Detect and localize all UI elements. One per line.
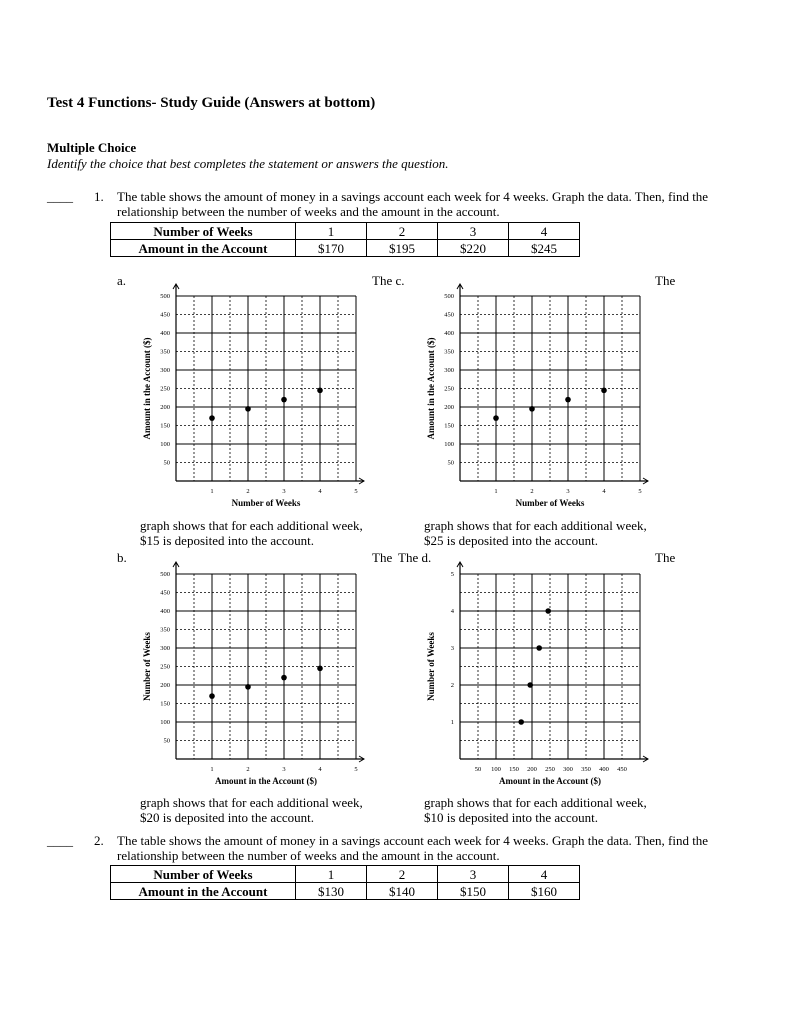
y-tick-label: 3 [450, 645, 454, 652]
x-tick-label: 1 [210, 766, 214, 773]
x-axis-label: Amount in the Account ($) [498, 776, 602, 786]
y-tick-label: 150 [160, 422, 170, 430]
caption-line: $15 is deposited into the account. [140, 533, 315, 548]
x-tick-label: 1 [494, 488, 498, 495]
choice-d-caption [424, 795, 647, 825]
data-point [529, 406, 535, 412]
answer-blank-2[interactable]: ____ [47, 833, 73, 848]
x-tick-label: 3 [282, 766, 286, 773]
data-point [536, 645, 542, 651]
data-point [493, 415, 499, 421]
y-tick-label: 350 [160, 348, 170, 356]
chart-c [414, 283, 664, 518]
y-axis-label: Amount in the Account ($) [426, 337, 436, 440]
x-axis-label: Number of Weeks [515, 498, 585, 508]
y-tick-label: 450 [160, 589, 170, 597]
caption-line: graph shows that for each additional week, [424, 518, 647, 533]
y-tick-label: 200 [160, 682, 170, 689]
choice-d-the: The [655, 550, 676, 565]
page-title: Test 4 Functions- Study Guide (Answers at bottom) [47, 95, 376, 111]
section-heading: Multiple Choice [47, 140, 137, 155]
y-tick-label: 300 [160, 645, 170, 652]
data-table-2 [110, 865, 580, 900]
y-tick-label: 150 [160, 700, 170, 708]
table-row [111, 223, 580, 240]
x-tick-label: 4 [602, 488, 606, 495]
data-point [281, 675, 287, 681]
table-cell: $220 [438, 240, 509, 257]
x-tick-label: 4 [318, 766, 322, 773]
y-tick-label: 250 [160, 663, 170, 671]
y-tick-label: 300 [444, 367, 454, 374]
y-tick-label: 50 [447, 459, 454, 467]
table-header-weeks: Number of Weeks [111, 223, 296, 240]
x-tick-label: 5 [354, 488, 358, 495]
chart-a [130, 283, 380, 518]
caption-line: graph shows that for each additional week, [140, 795, 363, 810]
y-tick-label: 250 [444, 385, 454, 393]
table-cell: $160 [509, 883, 580, 900]
table-cell: 1 [296, 223, 367, 240]
choice-b-caption [140, 795, 363, 825]
table-cell: $245 [509, 240, 580, 257]
y-axis-label: Number of Weeks [426, 632, 436, 701]
table-header-amount: Amount in the Account [111, 240, 296, 257]
x-tick-label: 3 [282, 488, 286, 495]
choice-a-caption [140, 518, 363, 548]
caption-line: graph shows that for each additional week, [140, 518, 363, 533]
y-tick-label: 250 [160, 385, 170, 393]
y-tick-label: 4 [450, 608, 454, 615]
x-tick-label: 250 [545, 766, 555, 773]
table-header-weeks: Number of Weeks [111, 866, 296, 883]
caption-line: $10 is deposited into the account. [424, 810, 599, 825]
choice-b-the: The [372, 550, 393, 565]
x-axis-label: Amount in the Account ($) [214, 776, 318, 786]
data-point [317, 388, 323, 394]
y-tick-label: 200 [160, 404, 170, 411]
y-tick-label: 350 [444, 348, 454, 356]
x-tick-label: 200 [527, 766, 537, 773]
table-row [111, 866, 580, 883]
x-tick-label: 50 [474, 766, 482, 773]
x-tick-label: 300 [563, 766, 573, 773]
y-tick-label: 450 [444, 311, 454, 319]
chart-b [130, 561, 380, 793]
data-table-1 [110, 222, 580, 257]
table-cell: 2 [367, 223, 438, 240]
y-tick-label: 50 [163, 459, 170, 467]
y-tick-label: 2 [450, 682, 454, 689]
x-tick-label: 2 [530, 488, 534, 495]
y-tick-label: 150 [444, 422, 454, 430]
choice-a-letter[interactable]: a. [117, 273, 127, 288]
data-point [527, 682, 533, 688]
x-tick-label: 150 [509, 766, 519, 773]
data-point [209, 693, 215, 699]
caption-line: graph shows that for each additional week, [424, 795, 647, 810]
x-tick-label: 350 [581, 766, 591, 773]
x-tick-label: 3 [566, 488, 570, 495]
y-tick-label: 100 [160, 441, 170, 448]
y-axis-label: Number of Weeks [142, 632, 152, 701]
y-tick-label: 400 [444, 330, 454, 337]
table-cell: 4 [509, 866, 580, 883]
x-tick-label: 2 [246, 766, 250, 773]
caption-line: $25 is deposited into the account. [424, 533, 599, 548]
choice-d-letter[interactable]: The d. [398, 550, 432, 565]
table-cell: $130 [296, 883, 367, 900]
y-tick-label: 50 [163, 737, 170, 745]
question-text-2: The table shows the amount of money in a savings account each week for 4 weeks. Graph the data. Then, find the relationship between the number of weeks and the amount in the account. [117, 833, 709, 863]
table-cell: 3 [438, 866, 509, 883]
table-cell: 4 [509, 223, 580, 240]
y-tick-label: 400 [160, 330, 170, 337]
y-tick-label: 300 [160, 367, 170, 374]
x-tick-label: 5 [354, 766, 358, 773]
table-cell: $170 [296, 240, 367, 257]
instructions: Identify the choice that best completes the statement or answers the question. [47, 156, 449, 171]
question-number-1: 1. [94, 189, 104, 204]
y-tick-label: 500 [444, 293, 454, 300]
data-point [545, 608, 551, 614]
table-cell: 3 [438, 223, 509, 240]
x-tick-label: 450 [617, 766, 627, 773]
x-tick-label: 4 [318, 488, 322, 495]
y-axis-label: Amount in the Account ($) [142, 337, 152, 440]
caption-line: $20 is deposited into the account. [140, 810, 315, 825]
y-tick-label: 100 [444, 441, 454, 448]
y-tick-label: 5 [450, 571, 454, 578]
data-point [317, 666, 323, 672]
data-point [245, 684, 251, 690]
table-row [111, 883, 580, 900]
y-tick-label: 500 [160, 293, 170, 300]
data-point [281, 397, 287, 403]
y-tick-label: 450 [160, 311, 170, 319]
choice-c-caption [424, 518, 647, 548]
chart-d [414, 561, 664, 793]
choice-b-letter[interactable]: b. [117, 550, 127, 565]
y-tick-label: 200 [444, 404, 454, 411]
table-cell: $150 [438, 883, 509, 900]
x-tick-label: 100 [491, 766, 501, 773]
table-cell: $195 [367, 240, 438, 257]
x-tick-label: 400 [599, 766, 609, 773]
table-cell: $140 [367, 883, 438, 900]
question-text-1: The table shows the amount of money in a savings account each week for 4 weeks. Graph the data. Then, find the relationship between the number of weeks and the amount in the account. [117, 189, 709, 219]
data-point [245, 406, 251, 412]
choice-c-the: The [655, 273, 676, 288]
table-header-amount: Amount in the Account [111, 883, 296, 900]
y-tick-label: 400 [160, 608, 170, 615]
question-number-2: 2. [94, 833, 104, 848]
x-tick-label: 5 [638, 488, 642, 495]
table-row [111, 240, 580, 257]
table-cell: 1 [296, 866, 367, 883]
y-tick-label: 1 [450, 719, 454, 726]
data-point [518, 719, 524, 725]
data-point [601, 388, 607, 394]
y-tick-label: 350 [160, 626, 170, 634]
x-tick-label: 2 [246, 488, 250, 495]
x-tick-label: 1 [210, 488, 214, 495]
x-axis-label: Number of Weeks [231, 498, 301, 508]
answer-blank-1[interactable]: ____ [47, 189, 73, 204]
data-point [209, 415, 215, 421]
table-cell: 2 [367, 866, 438, 883]
y-tick-label: 500 [160, 571, 170, 578]
y-tick-label: 100 [160, 719, 170, 726]
choice-c-letter[interactable]: The c. [372, 273, 405, 288]
data-point [565, 397, 571, 403]
